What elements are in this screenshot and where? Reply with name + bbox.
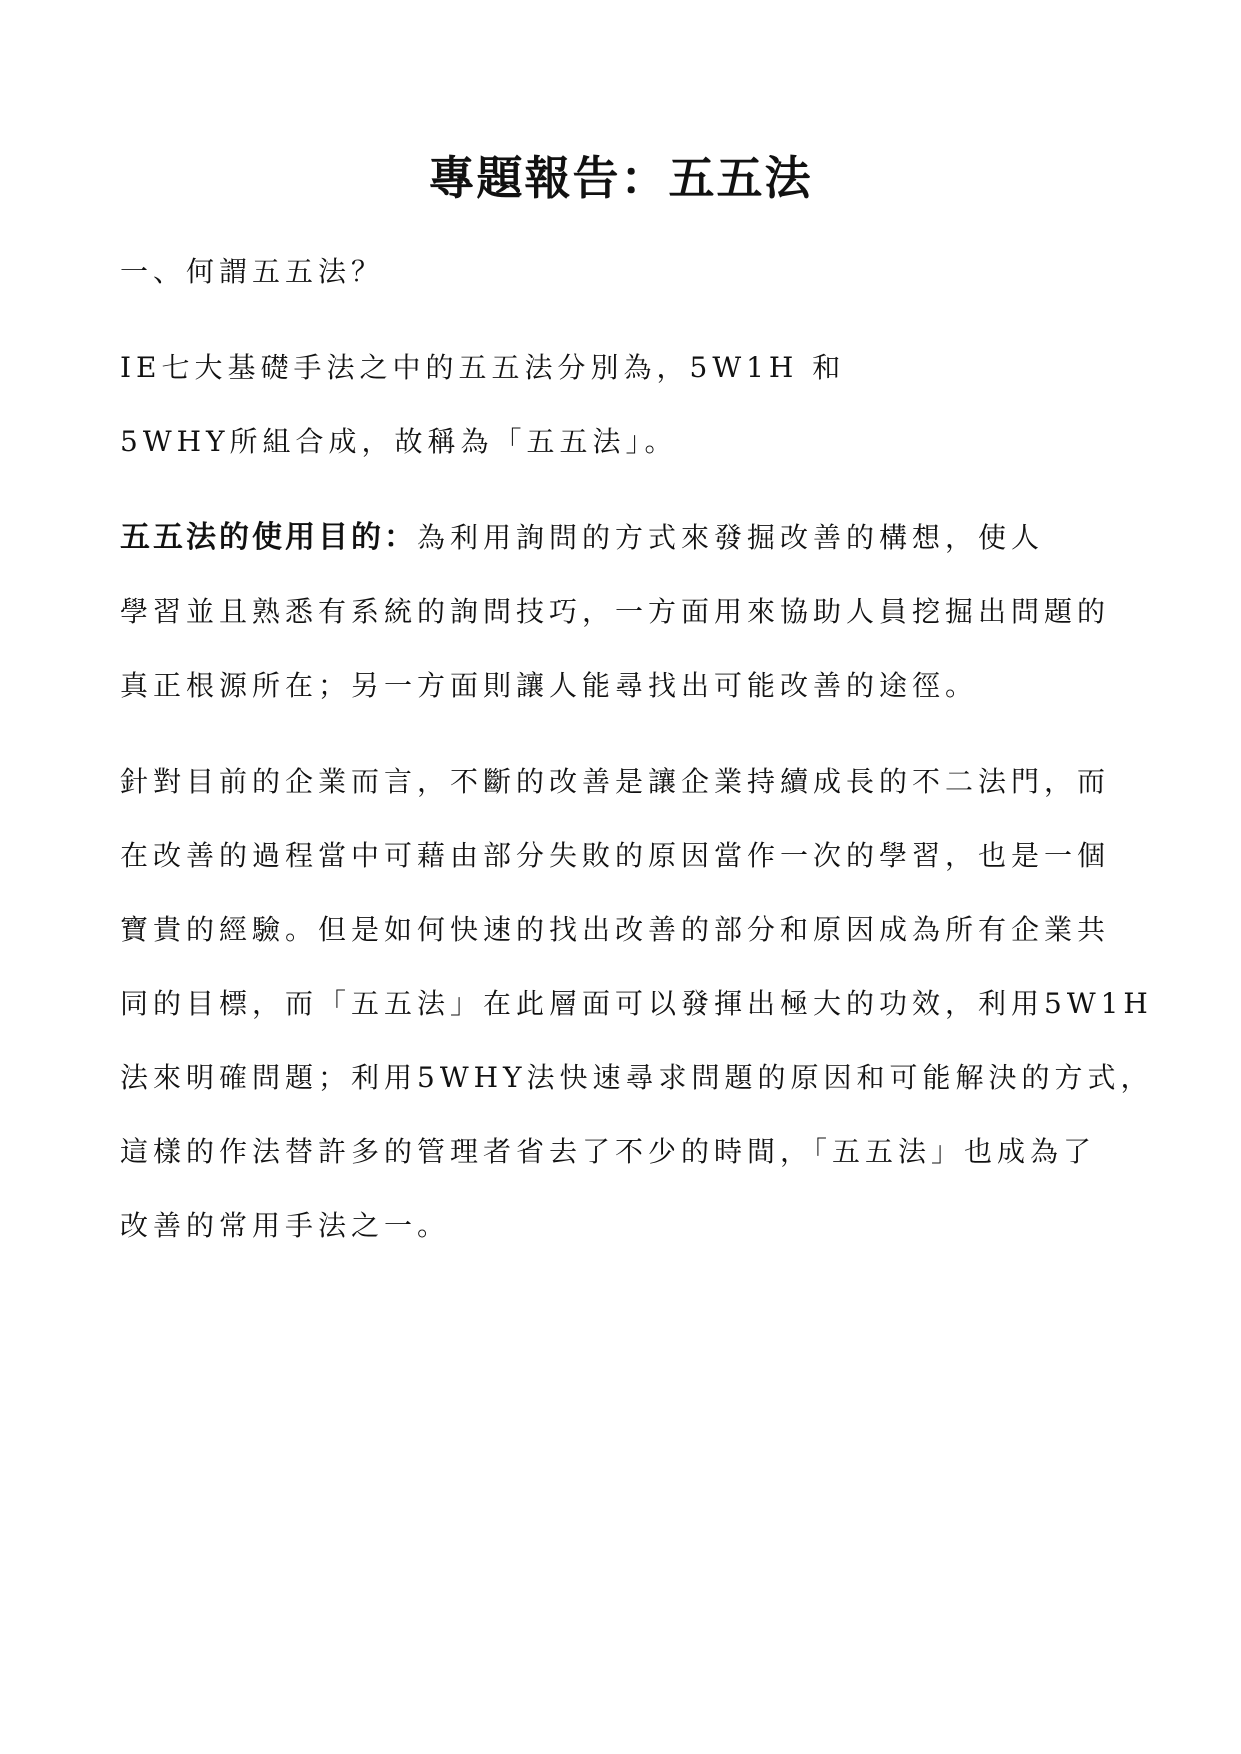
- body-line: 改善的常用手法之一。: [120, 1209, 451, 1242]
- body-line: 法來明確問題；利用5WHY法快速尋求問題的原因和可能解決的方式，: [120, 1061, 1154, 1094]
- purpose-text: 為利用詢問的方式來發掘改善的構想，使人: [417, 521, 1045, 554]
- intro-line: 5WHY所組合成，故稱為「五五法」。: [120, 425, 678, 458]
- purpose-line: 學習並且熟悉有系統的詢問技巧，一方面用來協助人員挖掘出問題的: [120, 595, 1111, 628]
- purpose-line: [120, 518, 1044, 558]
- section-heading: 一、何謂五五法？: [120, 255, 385, 288]
- purpose-line: 真正根源所在；另一方面則讓人能尋找出可能改善的途徑。: [120, 669, 979, 702]
- body-line: 在改善的過程當中可藉由部分失敗的原因當作一次的學習，也是一個: [120, 839, 1111, 872]
- body-line: 針對目前的企業而言，不斷的改善是讓企業持續成長的不二法門，而: [120, 765, 1111, 798]
- intro-line: IE七大基礎手法之中的五五法分別為，5W1H 和: [120, 351, 846, 384]
- body-line: 寶貴的經驗。但是如何快速的找出改善的部分和原因成為所有企業共: [120, 913, 1111, 946]
- purpose-lead: 五五法的使用目的：: [120, 520, 417, 555]
- body-line: 同的目標，而「五五法」在此層面可以發揮出極大的功效，利用5W1H: [120, 987, 1153, 1020]
- body-line: 這樣的作法替許多的管理者省去了不少的時間，「五五法」也成為了: [120, 1135, 1097, 1168]
- document-title: 專題報告：五五法: [428, 151, 813, 205]
